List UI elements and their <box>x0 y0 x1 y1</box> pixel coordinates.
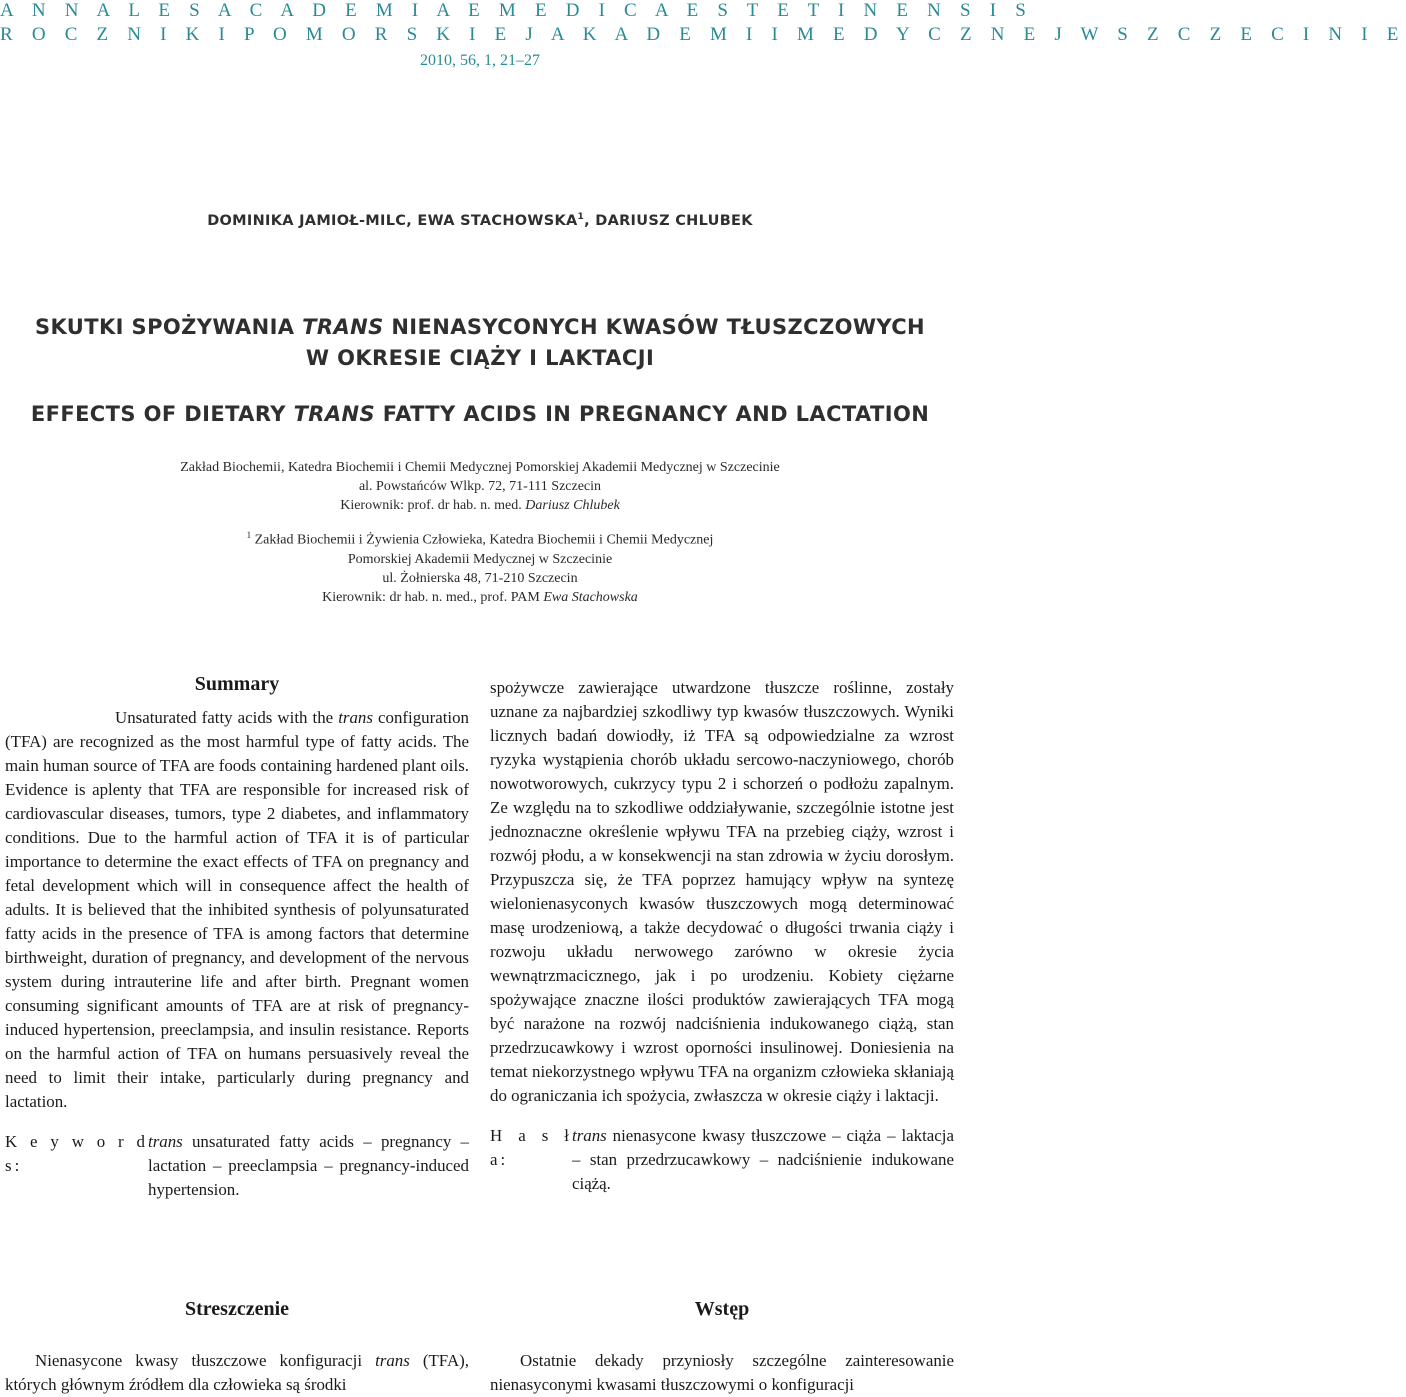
authors-part-1: DOMINIKA JAMIOŁ-MILC, EWA STACHOWSKA <box>207 212 578 229</box>
affiliation-head-label: Kierownik: dr hab. n. med., prof. PAM <box>322 589 544 605</box>
affiliation-line: Pomorskiej Akademii Medycznej w Szczecinie <box>347 551 613 567</box>
authors-part-2: , DARIUSZ CHLUBEK <box>584 212 753 229</box>
title-en-segment: EFFECTS OF DIETARY <box>30 402 294 426</box>
title-pl-trans: TRANS <box>302 315 384 339</box>
author-affiliation-marker: 1 <box>577 212 585 222</box>
wstep-heading: Wstęp <box>694 1298 750 1320</box>
summary-heading: Summary <box>194 673 280 695</box>
streszczenie-text: Nienasycone kwasy tłuszczowe konfiguracji <box>35 1351 376 1370</box>
keywords-list: unsaturated fatty acids – pregnancy – lactation – preeclampsia – pregnancy-induced hypertension. <box>148 1132 469 1199</box>
keywords-label: K e y w o r d s: <box>5 1132 148 1175</box>
title-en-segment: FATTY ACIDS IN PREGNANCY AND LACTATION <box>375 402 930 426</box>
title-polish-line-2: W OKRESIE CIĄŻY I LAKTACJI <box>305 346 655 370</box>
affiliation-line: al. Powstańców Wlkp. 72, 71-111 Szczecin <box>358 479 602 494</box>
streszczenie-column <box>490 676 954 1196</box>
title-english <box>0 402 960 426</box>
streszczenie-heading: Streszczenie <box>184 1298 290 1320</box>
affiliation-text: Zakład Biochemii i Żywienia Człowieka, Katedra Biochemii i Chemii Medycznej <box>251 532 714 548</box>
streszczenie-paragraph: spożywcze zawierające utwardzone tłuszcze roślinne, zostały uznane za najbardziej szkodliwy typ kwasów tłuszczowych. Wyniki licznych badań dowiodły, iż TFA są odpowiedzialne za wzrost ryzyka wystąpienia chorób układu sercowo-naczyniowego, chorób nowotworowych, cukrzycy typu 2 i schorzeń o podłożu zapalnym. Ze względu na to szkodliwe oddziaływanie, szczególnie istotne jest jednoznaczne określenie wpływu TFA na przebieg ciąży, wzrost i rozwój płodu, a w konsekwencji na stan zdrowia w życiu dorosłym. Przypuszcza się, że TFA poprzez hamujący wpływ na syntezę wielonienasyconych kwasów tłuszczowych mogą determinować masę urodzeniową, a także decydować o długości trwania ciąży i rozwoju układu nerwowego zarówno w okresie życia wewnątrzmacicznego, jak i po urodzeniu. Kobiety ciężarne spożywające znaczne ilości produktów zawierających TFA mogą być narażone na rozwój nadciśnienia indukowanego ciążą, stan przedrzucawkowy i wzrost oporności insulinowej. Doniesienia na temat niekorzystnego wpływu TFA na organizm człowieka skłaniają do ograniczania ich spożycia, zwłaszcza w okresie ciąży i laktacji. <box>490 678 954 1105</box>
journal-name-polish: R O C Z N I K I P O M O R S K I E J A K A D E M I I M E D Y C Z N E J W S Z C Z E C I N I E <box>0 24 1406 45</box>
affiliation-2 <box>0 526 960 607</box>
title-polish <box>0 312 960 374</box>
summary-column <box>5 672 469 1202</box>
affiliation-line: Zakład Biochemii, Katedra Biochemii i Chemii Medycznej Pomorskiej Akademii Medycznej w Szczecinie <box>180 460 780 475</box>
wstep-start: Ostatnie dekady przyniosły szczególne zainteresowanie nienasyconymi kwasami tłuszczowymi o konfiguracji <box>490 1351 954 1394</box>
summary-paragraph <box>5 706 469 1114</box>
title-polish-line-1 <box>0 312 960 343</box>
affiliation-line <box>0 588 960 607</box>
title-en-trans: TRANS <box>293 402 376 426</box>
affiliation-head-name: Ewa Stachowska <box>543 589 638 605</box>
affiliation-1 <box>0 458 960 515</box>
hasla-text <box>572 1124 954 1196</box>
affiliation-head-name: Dariusz Chlubek <box>525 498 620 513</box>
title-pl-segment: NIENASYCONYCH KWASÓW TŁUSZCZOWYCH <box>383 315 926 339</box>
affiliation-line <box>0 526 960 550</box>
affiliation-line: ul. Żołnierska 48, 71-210 Szczecin <box>382 570 578 586</box>
keywords-trans: trans <box>148 1132 183 1151</box>
citation: 2010, 56, 1, 21–27 <box>420 52 540 69</box>
journal-name-latin: A N N A L E S A C A D E M I A E M E D I C A E S T E T I N E N S I S <box>0 0 1033 21</box>
hasla-list: nienasycone kwasy tłuszczowe – ciąża – laktacja – stan przedrzucawkowy – nadciśnienie indukowane ciążą. <box>572 1126 954 1193</box>
affiliation-head-label: Kierownik: prof. dr hab. n. med. <box>340 498 526 513</box>
affiliation-line <box>0 496 960 515</box>
summary-text: Unsaturated fatty acids with the <box>115 708 339 727</box>
hasla <box>490 1124 954 1196</box>
affiliation-marker: 1 <box>246 530 252 540</box>
keywords <box>5 1130 469 1202</box>
streszczenie-start <box>5 1349 469 1397</box>
streszczenie-trans: trans <box>375 1351 410 1370</box>
summary-trans: trans <box>338 708 373 727</box>
authors <box>0 212 960 229</box>
summary-text: configuration (TFA) are recognized as the most harmful type of fatty acids. The main human source of TFA are foods containing hardened plant oils. Evidence is aplenty that TFA are responsible for increased risk of cardiovascular diseases, tumors, type 2 diabetes, and inflammatory conditions. Due to the harmful action of TFA it is of particular importance to determine the exact effects of TFA on pregnancy and fetal development which will in consequence affect the health of adults. It is believed that the inhibited synthesis of polyunsaturated fatty acids in the presence of TFA is among factors that determine birthweight, duration of pregnancy, and development of the nervous system during intrauterine life and after birth. Pregnant women consuming significant amounts of TFA are at risk of pregnancy-induced hypertension, preeclampsia, and insulin resistance. Reports on the harmful action of TFA on humans persuasively reveal the need to limit their intake, particularly during pregnancy and lactation. <box>5 708 470 1111</box>
keywords-text <box>148 1130 469 1202</box>
streszczenie-text: (TFA), których głównym źródłem dla człowieka są środki <box>5 1351 469 1394</box>
hasla-label: H a s ł a: <box>490 1126 572 1169</box>
title-pl-segment: SKUTKI SPOŻYWANIA <box>34 315 303 339</box>
hasla-trans: trans <box>572 1126 607 1145</box>
